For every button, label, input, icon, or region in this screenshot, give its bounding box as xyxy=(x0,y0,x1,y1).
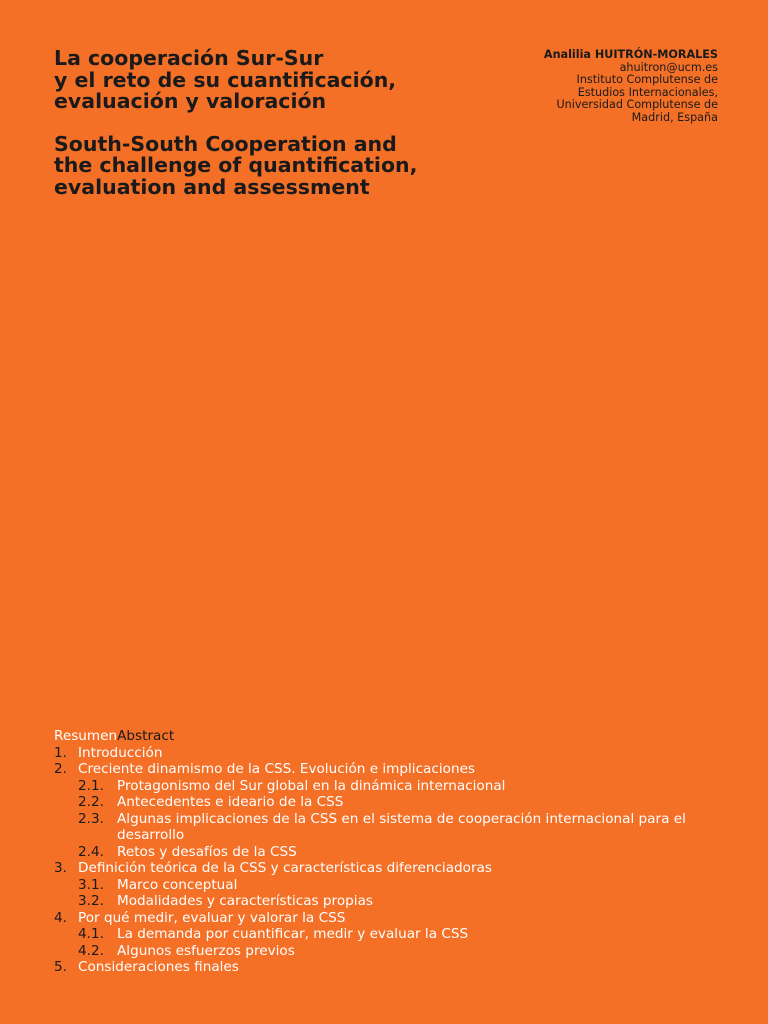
english-title-line: the challenge of quantification, xyxy=(54,153,418,177)
toc-abstract-link[interactable]: Abstract xyxy=(117,728,175,744)
spanish-title-line: evaluación y valoración xyxy=(54,89,327,113)
toc-item[interactable] xyxy=(54,745,734,762)
english-title-line: evaluation and assessment xyxy=(54,174,370,199)
table-of-contents xyxy=(54,728,734,976)
author-email[interactable]: ahuitron@ucm.es xyxy=(619,60,718,74)
toc-subitem[interactable] xyxy=(54,926,734,943)
toc-subitem[interactable] xyxy=(54,943,734,960)
english-title xyxy=(54,131,474,199)
toc-subitem[interactable] xyxy=(54,811,734,844)
toc-item-number: 3. xyxy=(54,860,67,876)
toc-item-number: 4.1. xyxy=(78,926,104,942)
toc-item-number: 4. xyxy=(54,909,67,926)
toc-item-label: Retos y desafíos de la CSS xyxy=(117,843,297,860)
toc-item-number: 3.2. xyxy=(78,893,104,909)
toc-subitem[interactable] xyxy=(54,844,734,861)
toc-item-number: 2.3. xyxy=(78,810,104,827)
toc-item-label: La demanda por cuantificar, medir y evaluar la CSS xyxy=(117,926,469,942)
toc-item[interactable] xyxy=(54,959,734,976)
author-affiliation-line: Universidad Complutense de xyxy=(556,98,718,112)
author-block xyxy=(478,49,718,125)
author-name: Analilia HUITRÓN-MORALES xyxy=(543,48,718,61)
author-affiliation-line: Estudios Internacionales, xyxy=(577,85,718,99)
toc-item-label: Protagonismo del Sur global en la dinámica internacional xyxy=(117,777,506,794)
toc-item-label: Introducción xyxy=(78,744,163,761)
spanish-title-line: La cooperación Sur-Sur xyxy=(54,46,324,70)
toc-item[interactable] xyxy=(54,761,734,778)
spanish-title xyxy=(54,48,474,113)
toc-subitem[interactable] xyxy=(54,893,734,910)
toc-item-label: Antecedentes e ideario de la CSS xyxy=(117,794,344,810)
toc-item-number: 2.1. xyxy=(78,777,104,794)
toc-item[interactable] xyxy=(54,860,734,877)
toc-resumen-link[interactable]: Resumen xyxy=(54,728,118,744)
toc-subitem[interactable] xyxy=(54,778,734,795)
toc-item-label: Consideraciones finales xyxy=(78,959,239,975)
toc-subitem[interactable] xyxy=(54,794,734,811)
author-affiliation-line: Instituto Complutense de xyxy=(576,73,718,87)
toc-item[interactable] xyxy=(54,910,734,927)
author-affiliation-line: Madrid, España xyxy=(631,110,718,124)
toc-item-number: 4.2. xyxy=(78,942,104,959)
toc-item-label: Algunos esfuerzos previos xyxy=(117,942,295,959)
toc-item-label: Creciente dinamismo de la CSS. Evolución e implicaciones xyxy=(78,761,476,777)
toc-item-label: Marco conceptual xyxy=(117,876,238,893)
english-title-line: South-South Cooperation and xyxy=(54,131,397,156)
spanish-title-line: y el reto de su cuantificación, xyxy=(54,67,397,92)
title-block xyxy=(54,48,474,198)
toc-item-label: Modalidades y características propias xyxy=(117,893,373,909)
toc-item-number: 5. xyxy=(54,959,67,975)
toc-item-number: 2. xyxy=(54,761,67,777)
toc-subitem[interactable] xyxy=(54,877,734,894)
toc-item-number: 2.4. xyxy=(78,843,104,860)
toc-item-number: 2.2. xyxy=(78,794,104,810)
toc-item-label: Algunas implicaciones de la CSS en el sistema de cooperación internacional para el desarrollo xyxy=(117,810,686,843)
toc-heading-row xyxy=(54,728,734,745)
toc-item-number: 1. xyxy=(54,744,67,761)
toc-item-label: Por qué medir, evaluar y valorar la CSS xyxy=(78,909,346,926)
toc-item-label: Definición teórica de la CSS y características diferenciadoras xyxy=(78,860,492,876)
toc-item-number: 3.1. xyxy=(78,876,104,893)
